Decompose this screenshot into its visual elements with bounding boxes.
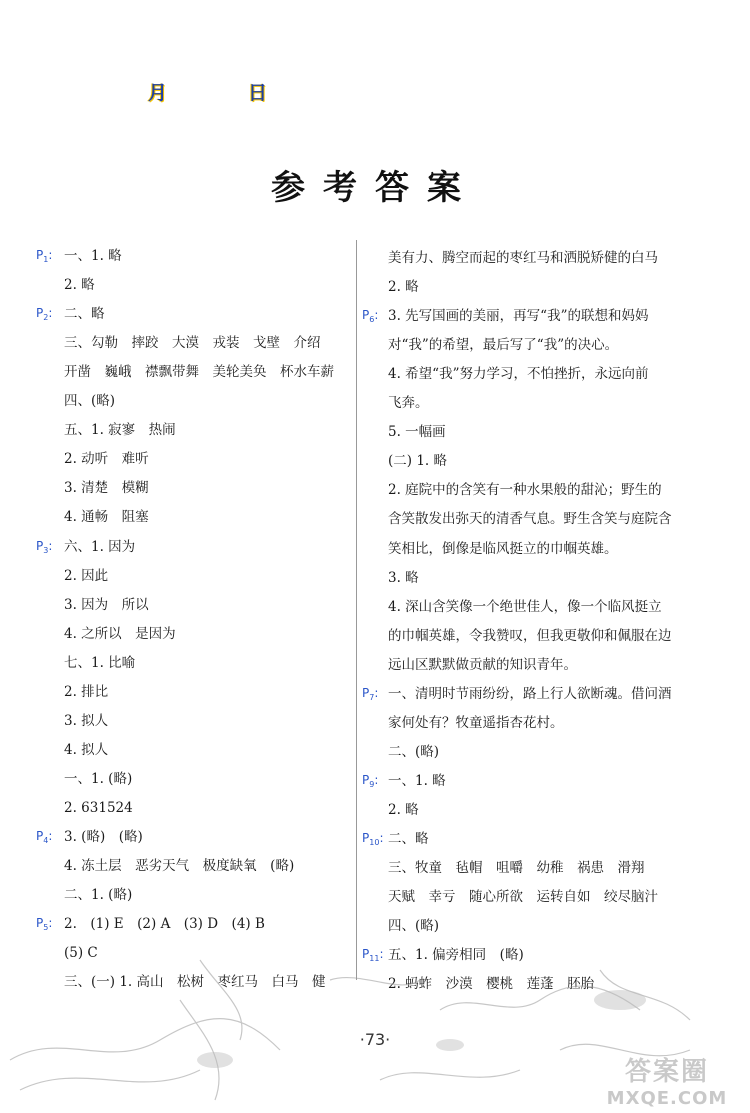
page-number: ·73· xyxy=(359,1030,391,1049)
page-ref-label: $P_3$: xyxy=(36,538,53,555)
answer-line: 家何处有？牧童遥指杏花村。 xyxy=(388,714,564,731)
answer-line: 的巾帼英雄，令我赞叹，但我更敬仰和佩服在边 xyxy=(388,627,672,644)
answer-line: 4. 冻土层 恶劣天气 极度缺氧 (略) xyxy=(64,858,295,875)
page-ref-label: $P_7$: xyxy=(362,685,379,702)
answer-line: 四、(略) xyxy=(388,918,440,935)
answer-line: 3. 清楚 模糊 xyxy=(64,480,149,497)
answer-line: 三、(一) 1. 高山 松树 枣红马 白马 健 xyxy=(64,974,326,991)
answer-line: 对“我”的希望，最后写了“我”的决心。 xyxy=(388,337,619,354)
page-ref-label: $P_9$: xyxy=(362,772,379,789)
answer-line: 四、(略) xyxy=(64,393,116,410)
answer-line: 3. 略 xyxy=(388,569,419,586)
answer-line: 天赋 幸亏 随心所欲 运转自如 绞尽脑汁 xyxy=(388,889,658,906)
answer-line: 二、1. (略) xyxy=(64,887,133,904)
day-label: 日 xyxy=(248,82,268,104)
answer-line: 笑相比，倒像是临风挺立的巾帼英雄。 xyxy=(388,540,618,557)
answer-line: 4. 深山含笑像一个绝世佳人，像一个临风挺立 xyxy=(388,598,662,615)
answer-line: 远山区默默做贡献的知识青年。 xyxy=(388,656,577,673)
answer-line: 五、1. 偏旁相同 (略) xyxy=(388,947,524,964)
answer-line: 4. 之所以 是因为 xyxy=(64,625,176,642)
answer-line: 2. 因此 xyxy=(64,567,109,584)
answer-line: 二、略 xyxy=(388,831,429,847)
answer-line: 含笑散发出弥天的清香气息。野生含笑与庭院含 xyxy=(388,511,672,528)
answer-line: 二、略 xyxy=(64,306,105,323)
answer-line: 2. 略 xyxy=(64,277,95,294)
answer-line: 3. (略) (略) xyxy=(64,829,143,845)
answer-line: 一、1. 略 xyxy=(64,248,122,264)
page-ref-label: $P_1$: xyxy=(36,248,53,264)
answer-line: 3. 因为 所以 xyxy=(64,596,149,613)
answer-line: 二、(略) xyxy=(388,743,440,760)
page-ref-label: $P_{10}$: xyxy=(362,831,384,847)
page-ref-label: $P_5$: xyxy=(36,916,53,933)
watermark-title: 答案圈 xyxy=(624,1057,709,1087)
page-ref-label: $P_6$: xyxy=(362,308,379,325)
answer-line: 2. 蚂蚱 沙漠 樱桃 莲蓬 胚胎 xyxy=(388,976,595,993)
page-ref-label: $P_{11}$: xyxy=(362,947,384,964)
answer-line: 2. 略 xyxy=(388,279,419,296)
column-divider xyxy=(356,240,357,980)
answer-line: 美有力、腾空而起的枣红马和洒脱矫健的白马 xyxy=(388,250,658,266)
answer-line: 六、1. 因为 xyxy=(64,538,136,555)
answer-line: 2. 庭院中的含笑有一种水果般的甜沁；野生的 xyxy=(388,482,662,499)
answer-line: 4. 通畅 阻塞 xyxy=(64,509,149,526)
answer-line: 一、1. (略) xyxy=(64,770,133,787)
answer-line: 三、牧童 毡帽 咀嚼 幼稚 祸患 滑翔 xyxy=(388,860,645,877)
watermark-logo xyxy=(592,1051,742,1109)
answer-line: 2. (1) E (2) A (3) D (4) B xyxy=(64,916,265,933)
answer-line: 五、1. 寂寥 热闹 xyxy=(64,422,176,439)
answer-line: (5) C xyxy=(64,945,98,962)
answer-line: 2. 动听 难听 xyxy=(64,451,149,468)
page-ref-label: $P_4$: xyxy=(36,829,53,845)
page-title: 参考答案 xyxy=(271,168,479,208)
watermark-url: MXQE.COM xyxy=(606,1088,728,1109)
answer-line: 5. 一幅画 xyxy=(388,424,446,441)
answer-line: 七、1. 比喻 xyxy=(64,654,136,671)
answer-line: 3. 先写国画的美丽，再写“我”的联想和妈妈 xyxy=(388,308,649,325)
answer-line: 三、勾勒 摔跤 大漠 戎装 戈壁 介绍 xyxy=(64,335,321,352)
month-label: 月 xyxy=(148,82,168,104)
answer-line: 2. 631524 xyxy=(64,799,133,816)
answer-line: 飞奔。 xyxy=(388,395,429,412)
answer-line: (二) 1. 略 xyxy=(388,453,447,470)
answer-line: 一、清明时节雨纷纷，路上行人欲断魂。借问酒 xyxy=(388,685,672,702)
answer-line: 一、1. 略 xyxy=(388,772,446,789)
answer-line: 3. 拟人 xyxy=(64,712,109,729)
answer-line: 4. 希望“我”努力学习，不怕挫折，永远向前 xyxy=(388,366,649,383)
answer-line: 2. 略 xyxy=(388,801,419,818)
page-ref-label: $P_2$: xyxy=(36,306,53,323)
answer-line: 2. 排比 xyxy=(64,683,109,700)
answer-line: 4. 拟人 xyxy=(64,741,109,758)
answer-line: 开凿 巍峨 襟飘带舞 美轮美奂 杯水车薪 xyxy=(64,364,334,381)
